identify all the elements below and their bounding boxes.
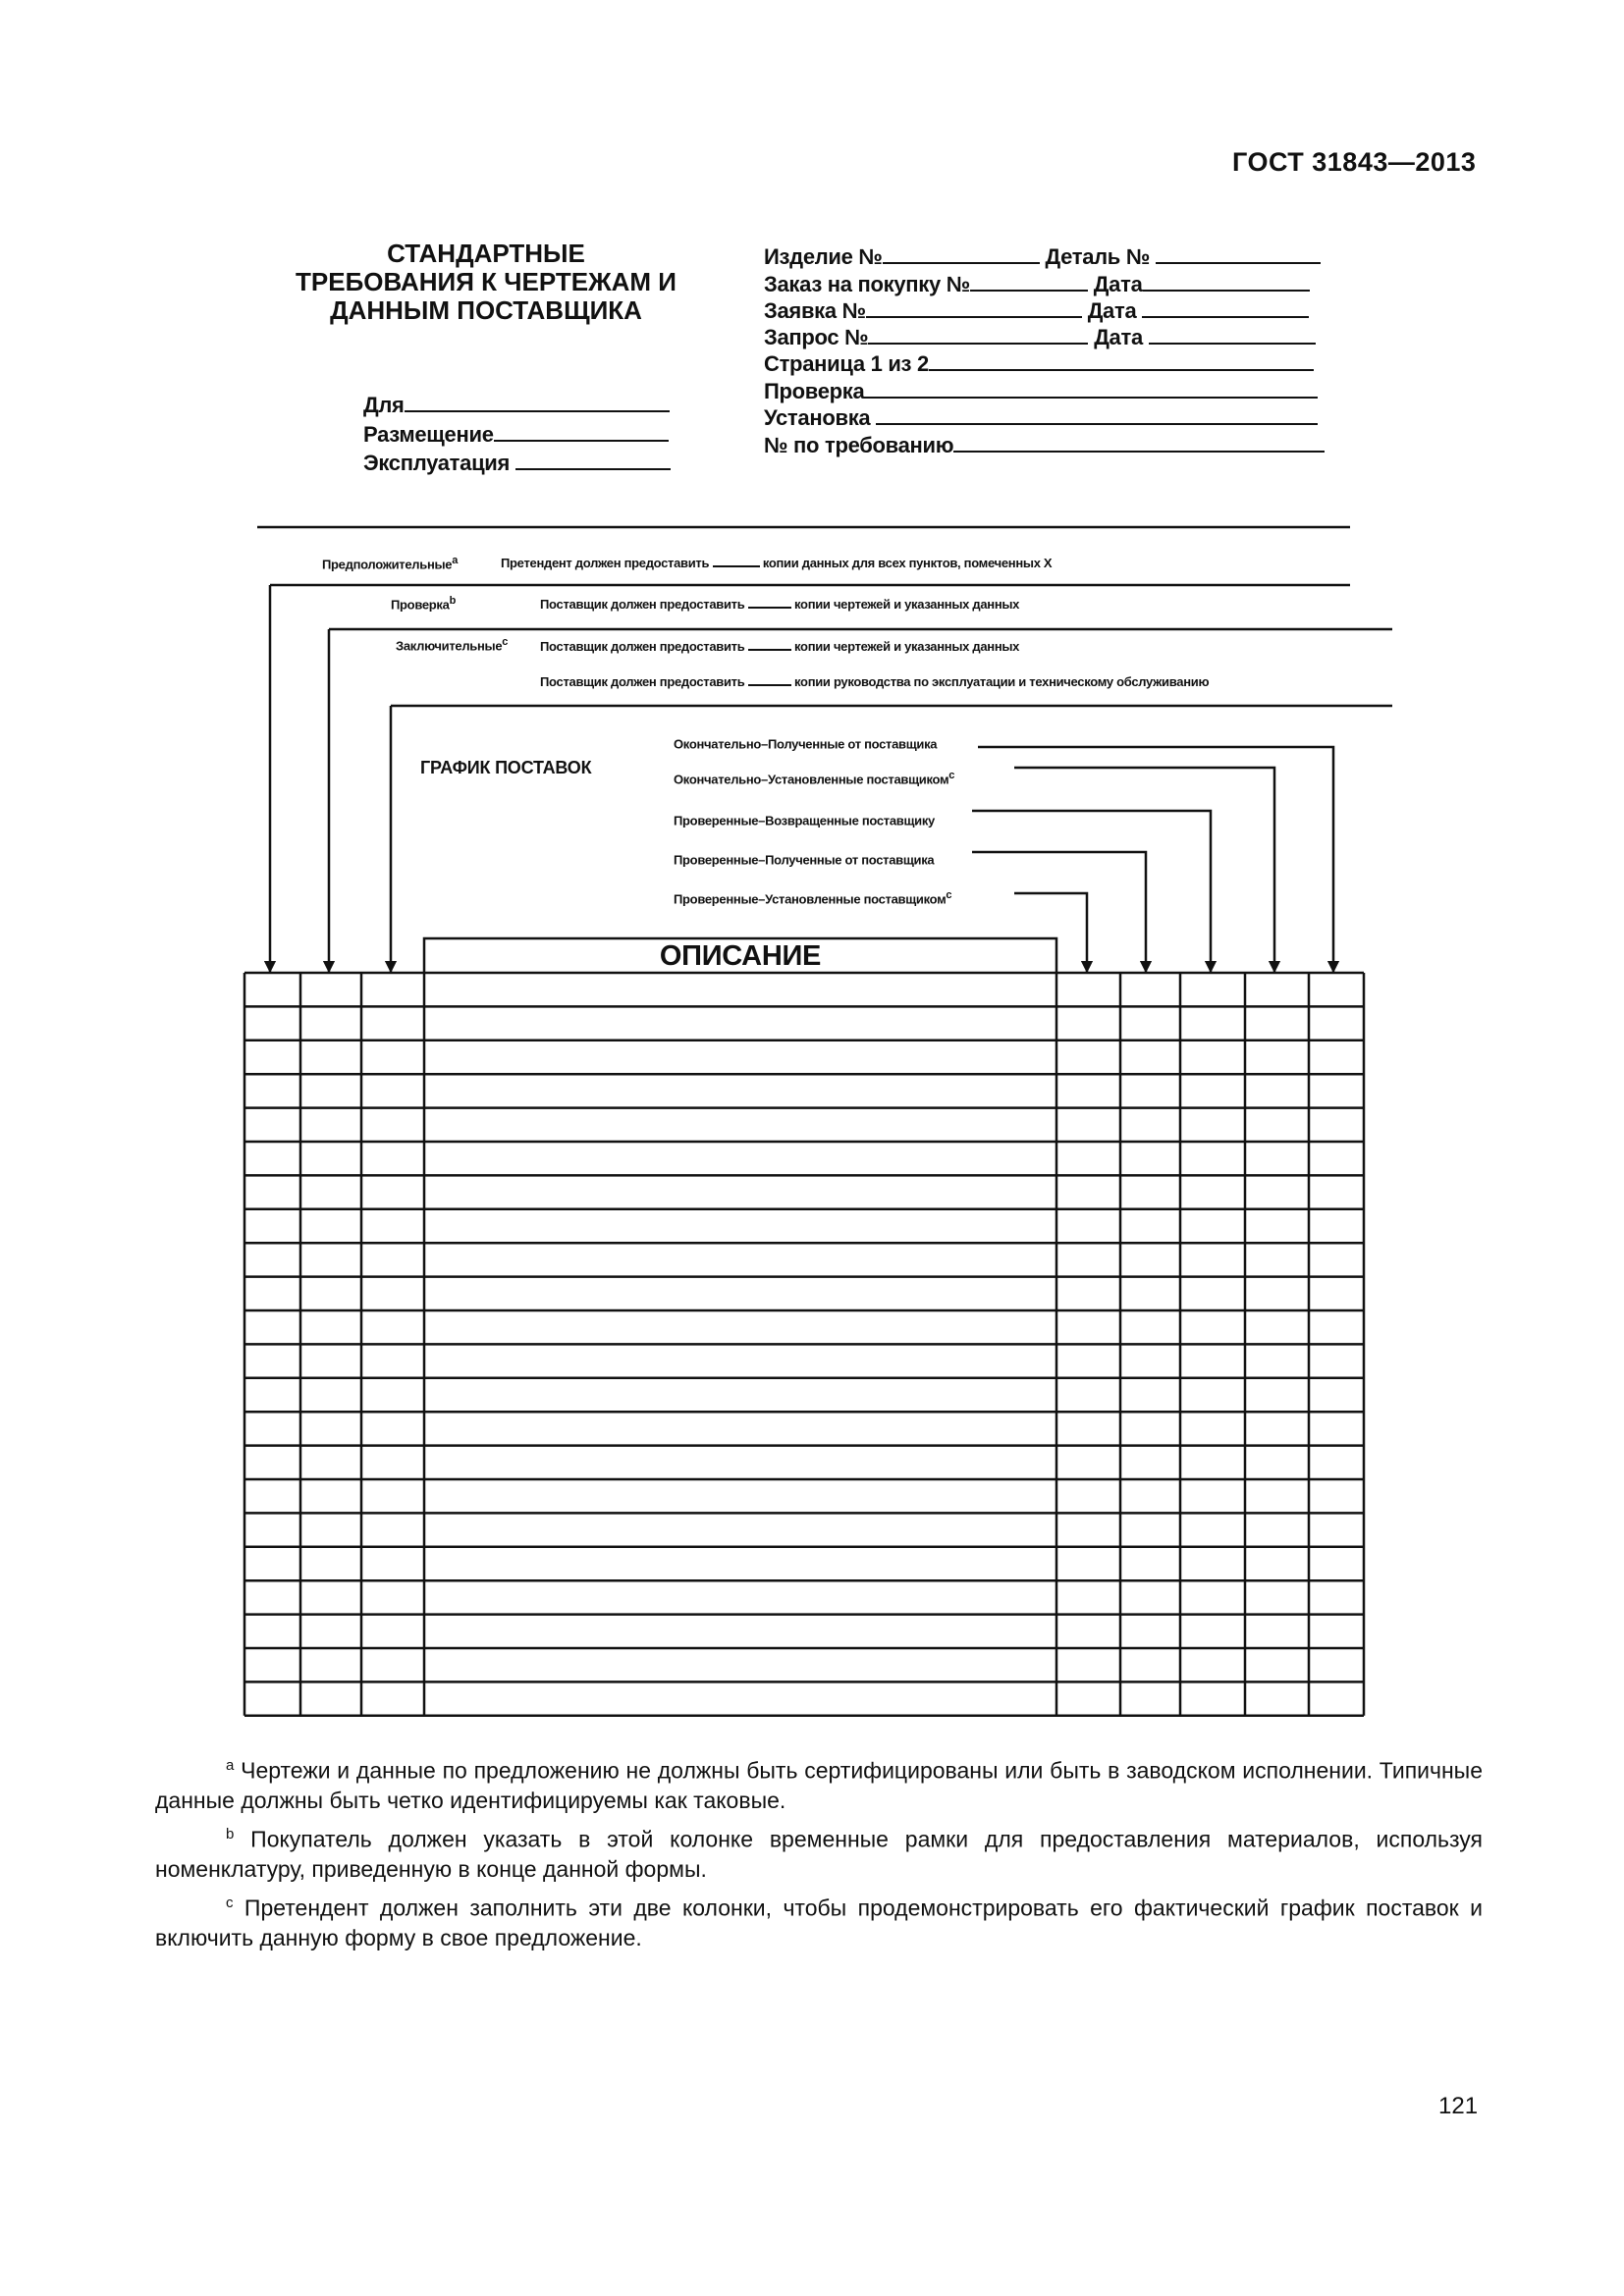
req-no-label: № по требованию xyxy=(764,433,954,457)
description-header: ОПИСАНИЕ xyxy=(659,940,822,972)
page-number: 121 xyxy=(1438,2093,1479,2119)
schedule-item-2: Окончательно–Установленные поставщиком$^c$ xyxy=(674,770,955,787)
code-final-text: Поставщик должен предоставить копии чертежей и указанных данных xyxy=(540,639,1020,654)
footnote-c: $^c$ Претендент должен заполнить эти две колонки, чтобы продемонстрировать его фактический график поставок и включить данную форму в свое предложение. xyxy=(155,1895,1483,1950)
date2-label: Дата xyxy=(1087,298,1137,323)
arrow-sched-3 xyxy=(972,811,1211,972)
arrow-sched-2 xyxy=(1014,768,1274,972)
arrow-sched-4 xyxy=(972,852,1146,972)
date1-label: Дата xyxy=(1093,272,1143,296)
schedule-item-5: Проверенные–Установленные поставщиком$^c$ xyxy=(674,889,952,907)
code-review-text: Поставщик должен предоставить копии чертежей и указанных данных xyxy=(540,597,1020,612)
schedule-item-4: Проверенные–Полученные от поставщика xyxy=(674,852,935,868)
field-for-label: Для xyxy=(363,393,405,417)
data-table-grid xyxy=(244,973,1364,1716)
code-manual-text: Поставщик должен предоставить копии руководства по эксплуатации и техническому обслуживанию xyxy=(540,674,1210,689)
description-header-box xyxy=(424,938,1056,973)
field-placement-label: Размещение xyxy=(363,422,494,447)
arrow-sched-5 xyxy=(1014,893,1087,972)
footnote-b: $^b$ Покупатель должен указать в этой колонке временные рамки для предоставления материалов, используя номенклатуру, приведенную в конце данной формы. xyxy=(155,1826,1483,1882)
schedule-title: ГРАФИК ПОСТАВОК xyxy=(420,758,592,777)
code-review-label: Проверка$^b$ xyxy=(391,595,456,613)
check-label: Проверка xyxy=(764,379,865,403)
install-label: Установка xyxy=(764,405,871,430)
item-no-label: Изделие № xyxy=(764,244,883,269)
request-no-label: Заявка № xyxy=(764,298,866,323)
standard-designation: ГОСТ 31843—2013 xyxy=(1232,147,1477,177)
inquiry-no-label: Запрос № xyxy=(764,325,869,349)
date3-label: Дата xyxy=(1094,325,1143,349)
schedule-item-3: Проверенные–Возвращенные поставщику xyxy=(674,813,935,828)
code-proposal-label: Предположительные$^a$ xyxy=(322,555,459,572)
code-proposal-text: Претендент должен предоставить копии данных для всех пунктов, помеченных X xyxy=(501,556,1053,570)
form-title: СТАНДАРТНЫЕ ТРЕБОВАНИЯ К ЧЕРТЕЖАМ И ДАННЫМ ПОСТАВЩИКА xyxy=(296,239,677,325)
page-of-label: Страница 1 из 2 xyxy=(764,351,929,376)
field-operation-label: Эксплуатация xyxy=(363,451,511,475)
footnote-a: $^a$ Чертежи и данные по предложению не должны быть сертифицированы или быть в заводском исполнении. Типичные данные должны быть четко идентифицируемы как таковые. xyxy=(155,1757,1484,1813)
code-final-label: Заключительные$^c$ xyxy=(396,636,509,654)
detail-no-label: Деталь № xyxy=(1045,244,1151,269)
schedule-item-1: Окончательно–Полученные от поставщика xyxy=(674,736,938,752)
po-no-label: Заказ на покупку № xyxy=(764,272,970,296)
